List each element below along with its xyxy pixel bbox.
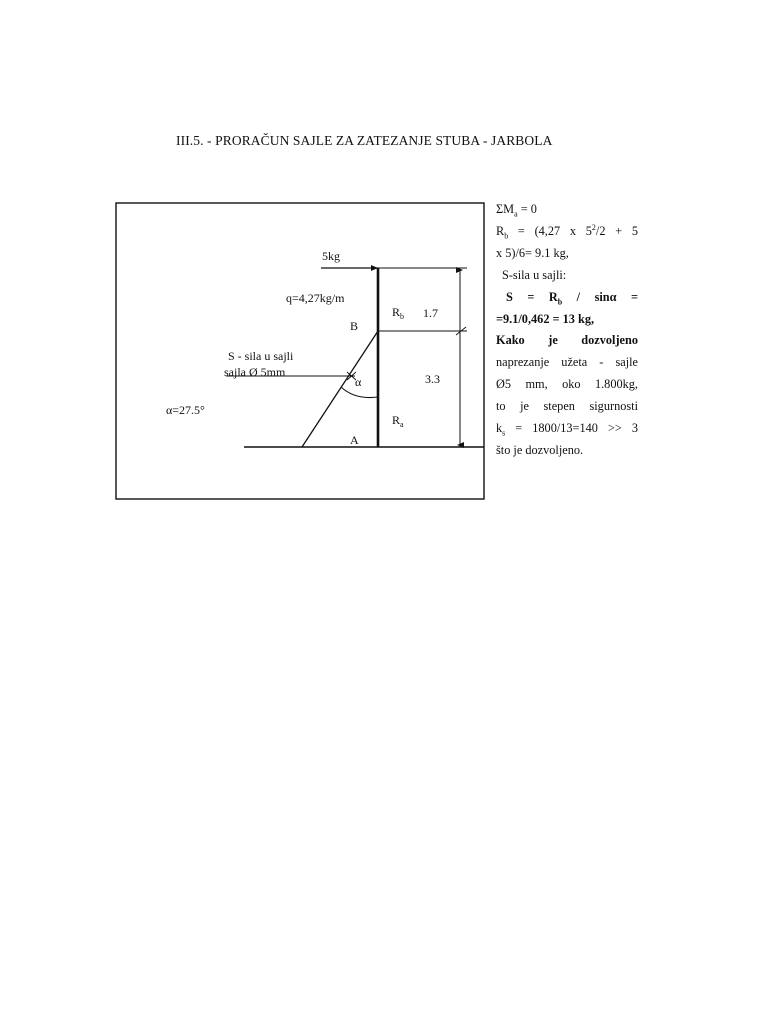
calc-line-12: što je dozvoljeno. [496, 442, 584, 457]
calc-line-1: $\Sigma M_a = 0$ [496, 202, 537, 219]
calc-line-11: $k_s = 1800/13=140 >> 3$ [496, 421, 638, 438]
point-a-label: A [350, 433, 359, 447]
calculation-text [496, 199, 638, 462]
calc-line-7: Kako je dozvoljeno [496, 333, 638, 348]
calc-line-9: Ø5 mm, oko 1.800kg, [496, 377, 638, 392]
load-label: q=4,27kg/m [286, 291, 345, 305]
reaction-b-label: $R_b$ [392, 305, 405, 321]
point-b-label: B [350, 319, 359, 333]
reaction-a-label: $R_a$ [392, 413, 404, 429]
calc-line-10: to je stepen sigurnosti [496, 399, 638, 414]
cable-spec: sajla Ø 5mm [224, 365, 286, 379]
dim-top-label: 1.7 [423, 306, 438, 320]
alpha-symbol: α [355, 375, 362, 389]
cable-line [302, 331, 378, 447]
cable-label: S - sila u sajli [228, 349, 294, 363]
dim-bottom-label: 3.3 [425, 372, 440, 386]
calc-line-2: $R_b = (4,27$ x $5^2/2 + 5$ [496, 222, 638, 241]
alpha-value: α=27.5° [166, 403, 205, 417]
calc-line-8: naprezanje užeta - sajle [496, 355, 638, 370]
force-label: 5kg [322, 249, 340, 263]
calc-line-6: =9.1/0,462 = 13 kg, [496, 311, 595, 326]
calc-line-4: S-sila u sajli: [502, 267, 567, 282]
calc-line-3: x 5)/6= 9.1 kg, [496, 245, 569, 260]
calc-line-5: $S = R_b / \sin\alpha$ = [506, 289, 638, 307]
page-title: III.5. - PRORAČUN SAJLE ZA ZATEZANJE STUBA - JARBOLA [176, 133, 553, 148]
diagram-frame [116, 203, 484, 499]
